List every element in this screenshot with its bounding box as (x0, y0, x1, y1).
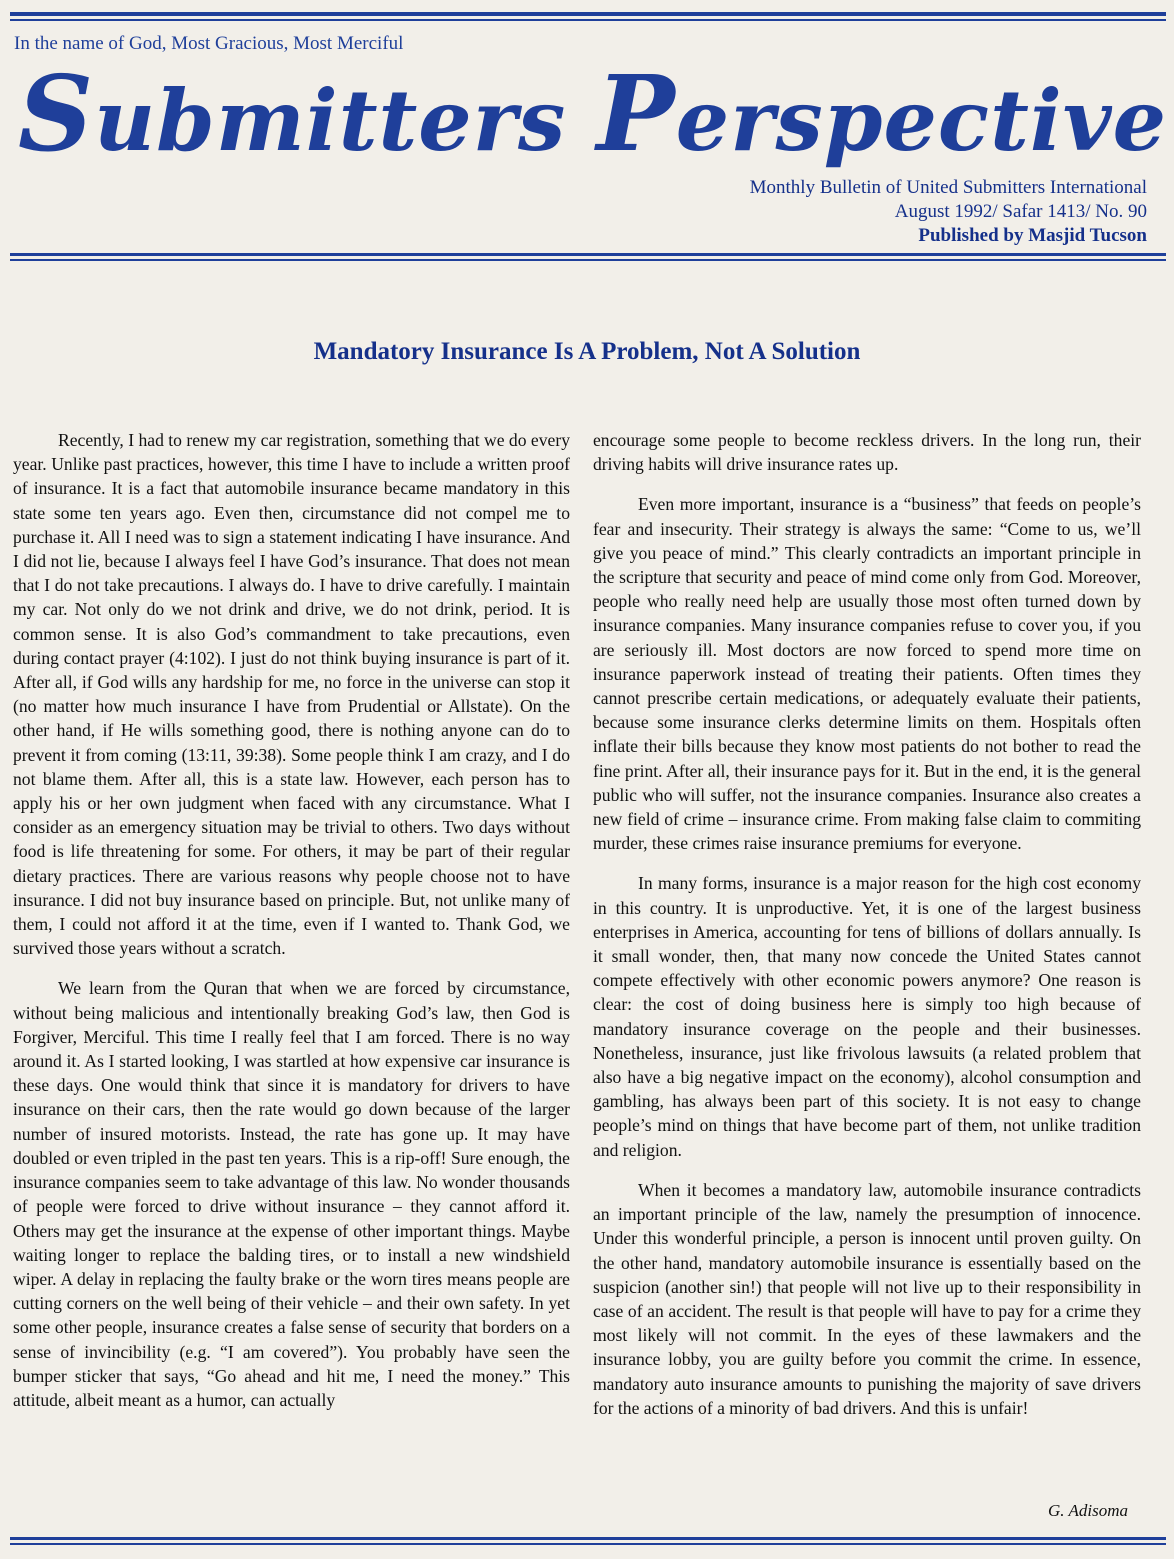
issue-line: August 1992/ Safar 1413/ No. 90 (894, 201, 1147, 222)
top-rule-thin (10, 19, 1166, 21)
paragraph: When it becomes a mandatory law, automobile insurance contradicts an important principle of the law, namely the presumption of innocence. Under this wonderful principle, a person is innocent until proven guilty. On the other hand, mandatory automobile insurance is essentially based on the suspicion (another sin!) that people will not live up to their responsibility in case of an accident. The result is that people will have to pay for a crime they most likely will not commit. In the eyes of these lawmakers and the insurance lobby, you are guilty before you commit the crime. In essence, mandatory auto insurance amounts to punishing the majority of save drivers for the actions of a minority of bad drivers. And this is unfair! (593, 1179, 1141, 1418)
masthead-initial-p: P (596, 52, 676, 175)
paragraph: Even more important, insurance is a “business” that feeds on people’s fear and insecurity. Their strategy is always the same: “Come to us, we’ll give you peace of mind.” This clearly contradicts an important principle in the scripture that security and peace of mind come only from God. Moreover, people who really need help are usually those most often turned down by insurance companies. Many insurance companies refuse to cover you, if you are seriously ill. Most doctors are now forced to spend more time on insurance paperwork instead of treating their patients. Often times they cannot prescribe certain medications, or adequately evaluate their patients, because some insurance clerks determine limits on them. Hospitals often inflate their bills because they know most patients do not bother to read the fine print. After all, their insurance pays for it. But in the end, it is the general public who will suffer, not the insurance companies. Insurance also creates a new field of crime – insurance crime. From making false claim to commiting murder, these crimes raise insurance premiums for everyone. (593, 494, 1141, 854)
subtitle: Monthly Bulletin of United Submitters International (749, 177, 1147, 198)
article-title: Mandatory Insurance Is A Problem, Not A Solution (313, 338, 861, 365)
paragraph: In many forms, insurance is a major reason for the high cost economy in this country. It is unproductive. Yet, it is one of the largest business enterprises in America, accounting for tens of billions of dollars annually. Is it small wonder, then, that many now concede the United States cannot compete effectively with other economic powers anymore? One reason is clear: the cost of doing business here is simply too high because of mandatory insurance coverage on the people and their businesses. Nonetheless, insurance, just like frivolous lawsuits (a related problem that also have a big negative impact on the economy), alcohol consumption and gambling, has always been part of this society. It is not easy to change people’s mind on things that have become part of them, not unlike tradition and religion. (593, 873, 1141, 1160)
paragraph: We learn from the Quran that when we are forced by circumstance, without being malicious and intentionally breaking God’s law, then God is Forgiver, Merciful. This time I really feel that I am forced. There is no way around it. As I started looking, I was startled at how expensive car insurance is these days. One would think that since it is mandatory for drivers to have insurance on their cars, then the rate would go down because of the larger number of insured motorists. Instead, the rate has gone up. It may have doubled or even tripled in the past ten years. This is a rip-off! Sure enough, the insurance companies seem to take advantage of this law. No wonder thousands of people were forced to drive without insurance – they cannot afford it. Others may get the insurance at the expense of other important things. Maybe waiting longer to replace the balding tires, or to install a new windshield wiper. A delay in replacing the faulty brake or the worn tires means people are cutting corners on the well being of their vehicle – and their own safety. In yet some other people, insurance creates a false sense of security that borders on a sense of invincibility (e.g. “I am covered”). You probably have seen the bumper sticker that says, “Go ahead and hit me, I need the money.” This attitude, albeit meant as a humor, can actually (13, 978, 570, 1410)
right-column (593, 428, 1141, 1420)
paragraph: Recently, I had to renew my car registration, something that we do every year. Unlike past practices, however, this time I have to include a written proof of insurance. It is a fact that automobile insurance became mandatory in this state some ten years ago. Even then, circumstance did not compel me to purchase it. All I need was to sign a statement indicating I have insurance. And I did not lie, because I always feel I have God’s insurance. That does not mean that I do not take precautions. I always do. I have to drive carefully. I maintain my car. Not only do we not drink and drive, we do not drink, period. It is common sense. It is also God’s commandment to take precautions, even during contact prayer (4:102). I just do not think buying insurance is part of it. After all, if God wills any hardship for me, no force in the universe can stop it (no matter how much insurance I have from Prudential or Allstate). On the other hand, if He wills something good, there is nothing anyone can do to prevent it from coming (13:11, 39:38). Some people think I am crazy, and I do not blame them. After all, this is a state law. However, each person has to apply his or her own judgment when faced with any circumstance. What I consider as an emergency situation may be trivial to others. Two days without food is life threatening for some. For others, it may be part of their regular dietary practices. There are various reasons why people choose not to have insurance. I did not buy insurance based on principle. But, not unlike many of them, I could not afford it at the time, even if I wanted to. Thank God, we survived those years without a scratch. (13, 430, 570, 959)
masthead-initial-s: S (18, 52, 95, 175)
bottom-rule (10, 1537, 1166, 1540)
top-rule (10, 12, 1166, 16)
masthead-word1: ubmitters (94, 71, 597, 170)
author-signature: G. Adisoma (1048, 1501, 1128, 1520)
left-column (13, 428, 570, 1412)
masthead-title (18, 52, 1167, 177)
publication-info (750, 176, 1147, 248)
header-rule-thin (10, 259, 1166, 261)
bottom-rule-thin (10, 1543, 1166, 1545)
invocation: In the name of God, Most Gracious, Most Merciful (14, 33, 404, 54)
masthead-word2: erspective (675, 71, 1168, 170)
paragraph-continuation: encourage some people to become reckless drivers. In the long run, their driving habits will drive insurance rates up. (593, 430, 1141, 475)
header-rule (10, 253, 1166, 256)
publisher-line: Published by Masjid Tucson (918, 225, 1147, 246)
